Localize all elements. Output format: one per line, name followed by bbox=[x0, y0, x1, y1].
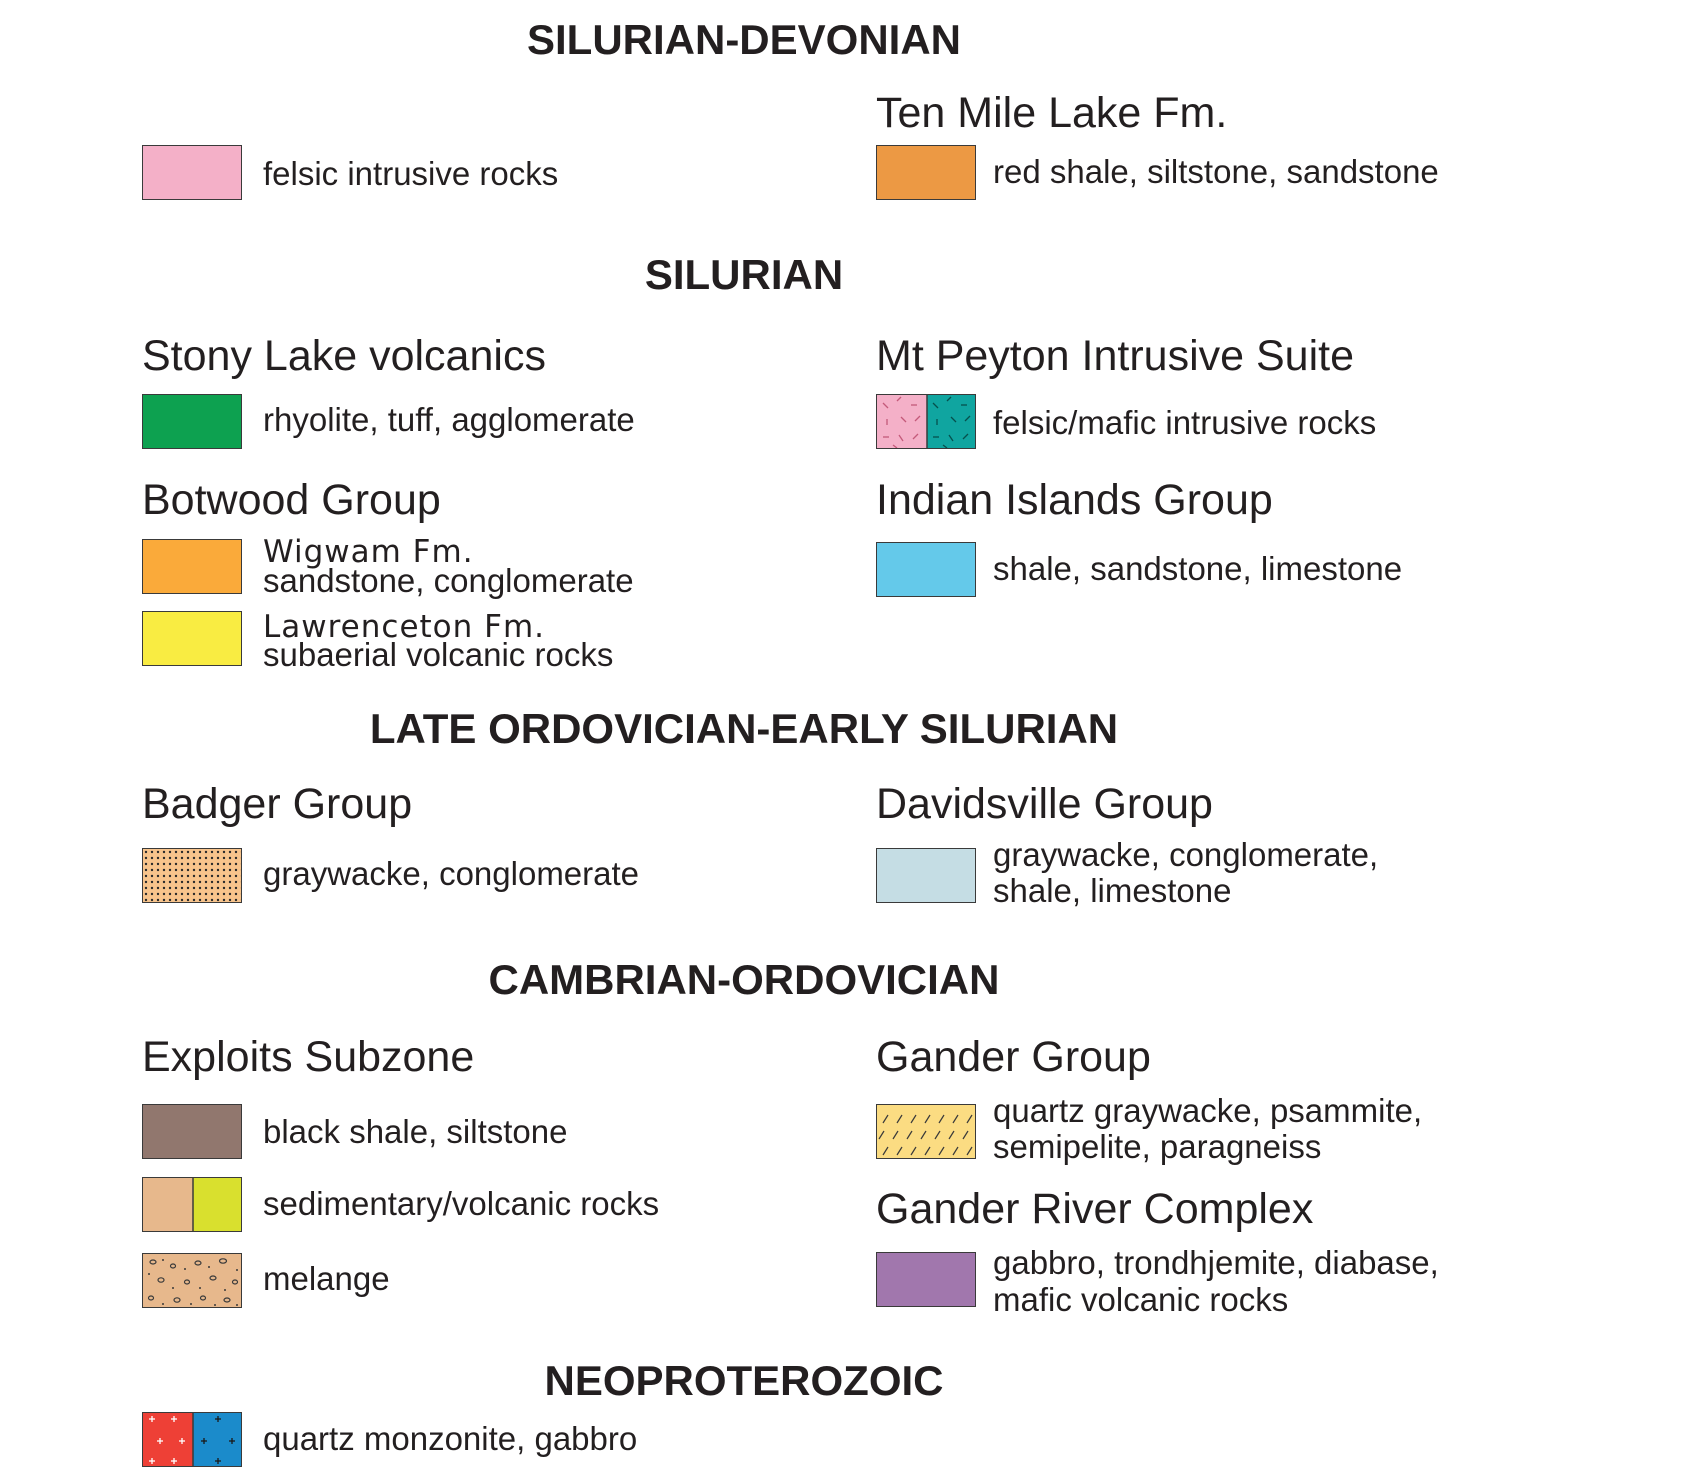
period-heading-cambrian-ordovician: CAMBRIAN-ORDOVICIAN bbox=[488, 956, 1000, 1003]
period-heading-silurian-devonian: SILURIAN-DEVONIAN bbox=[526, 16, 961, 63]
desc-quartz-monzonite-gabbro: quartz monzonite, gabbro bbox=[263, 1420, 638, 1457]
desc-mt-peyton: felsic/mafic intrusive rocks bbox=[993, 404, 1377, 441]
desc-gander-river-line1: gabbro, trondhjemite, diabase, bbox=[993, 1244, 1439, 1281]
swatch-stony-lake bbox=[142, 394, 242, 449]
unit-name-stony-lake: Stony Lake volcanics bbox=[142, 332, 546, 380]
unit-name-badger: Badger Group bbox=[142, 780, 413, 828]
desc-lawrenceton: subaerial volcanic rocks bbox=[263, 636, 614, 673]
unit-name-gander-group: Gander Group bbox=[876, 1033, 1151, 1081]
desc-indian-islands: shale, sandstone, limestone bbox=[993, 550, 1403, 587]
desc-badger: graywacke, conglomerate bbox=[263, 855, 640, 892]
unit-name-gander-river: Gander River Complex bbox=[876, 1185, 1314, 1233]
period-heading-silurian: SILURIAN bbox=[644, 251, 844, 298]
desc-davidsville-line1: graywacke, conglomerate, bbox=[993, 836, 1379, 873]
unit-name-exploits: Exploits Subzone bbox=[142, 1033, 475, 1081]
swatch-lawrenceton bbox=[142, 611, 242, 666]
unit-name-davidsville: Davidsville Group bbox=[876, 780, 1213, 828]
swatch-indian-islands bbox=[876, 542, 976, 597]
swatch-mt-peyton bbox=[876, 394, 976, 449]
swatch-ten-mile-lake bbox=[876, 145, 976, 200]
swatch-gander-river bbox=[876, 1252, 976, 1307]
swatch-davidsville bbox=[876, 848, 976, 903]
swatch-sedimentary-volcanic bbox=[142, 1177, 242, 1232]
period-heading-neoproterozoic: NEOPROTEROZOIC bbox=[544, 1357, 944, 1404]
desc-ten-mile-lake: red shale, siltstone, sandstone bbox=[993, 153, 1439, 190]
desc-black-shale: black shale, siltstone bbox=[263, 1113, 568, 1150]
unit-name-indian-islands: Indian Islands Group bbox=[876, 476, 1273, 524]
subunit-name-lawrenceton: Lawrenceton Fm. bbox=[263, 609, 546, 645]
desc-wigwam: sandstone, conglomerate bbox=[263, 562, 634, 599]
swatch-black-shale bbox=[142, 1104, 242, 1159]
unit-name-ten-mile-lake: Ten Mile Lake Fm. bbox=[876, 89, 1228, 137]
period-heading-late-ordovician-early-silurian: LATE ORDOVICIAN-EARLY SILURIAN bbox=[369, 705, 1119, 752]
unit-name-mt-peyton: Mt Peyton Intrusive Suite bbox=[876, 332, 1354, 380]
swatch-felsic-intrusive bbox=[142, 145, 242, 200]
subunit-name-wigwam: Wigwam Fm. bbox=[263, 534, 474, 570]
desc-gander-river-line2: mafic volcanic rocks bbox=[993, 1281, 1289, 1318]
desc-melange: melange bbox=[263, 1260, 390, 1297]
swatch-quartz-monzonite-gabbro bbox=[142, 1412, 242, 1467]
unit-name-botwood: Botwood Group bbox=[142, 476, 441, 524]
swatch-melange bbox=[142, 1253, 242, 1308]
swatch-wigwam bbox=[142, 539, 242, 594]
swatch-gander-group bbox=[876, 1104, 976, 1159]
desc-gander-group-line2: semipelite, paragneiss bbox=[993, 1128, 1322, 1165]
swatch-badger bbox=[142, 848, 242, 903]
desc-davidsville-line2: shale, limestone bbox=[993, 872, 1232, 909]
desc-gander-group-line1: quartz graywacke, psammite, bbox=[993, 1092, 1423, 1129]
desc-felsic-intrusive: felsic intrusive rocks bbox=[263, 155, 559, 192]
desc-stony-lake: rhyolite, tuff, agglomerate bbox=[263, 401, 635, 438]
desc-sedimentary-volcanic: sedimentary/volcanic rocks bbox=[263, 1185, 660, 1222]
